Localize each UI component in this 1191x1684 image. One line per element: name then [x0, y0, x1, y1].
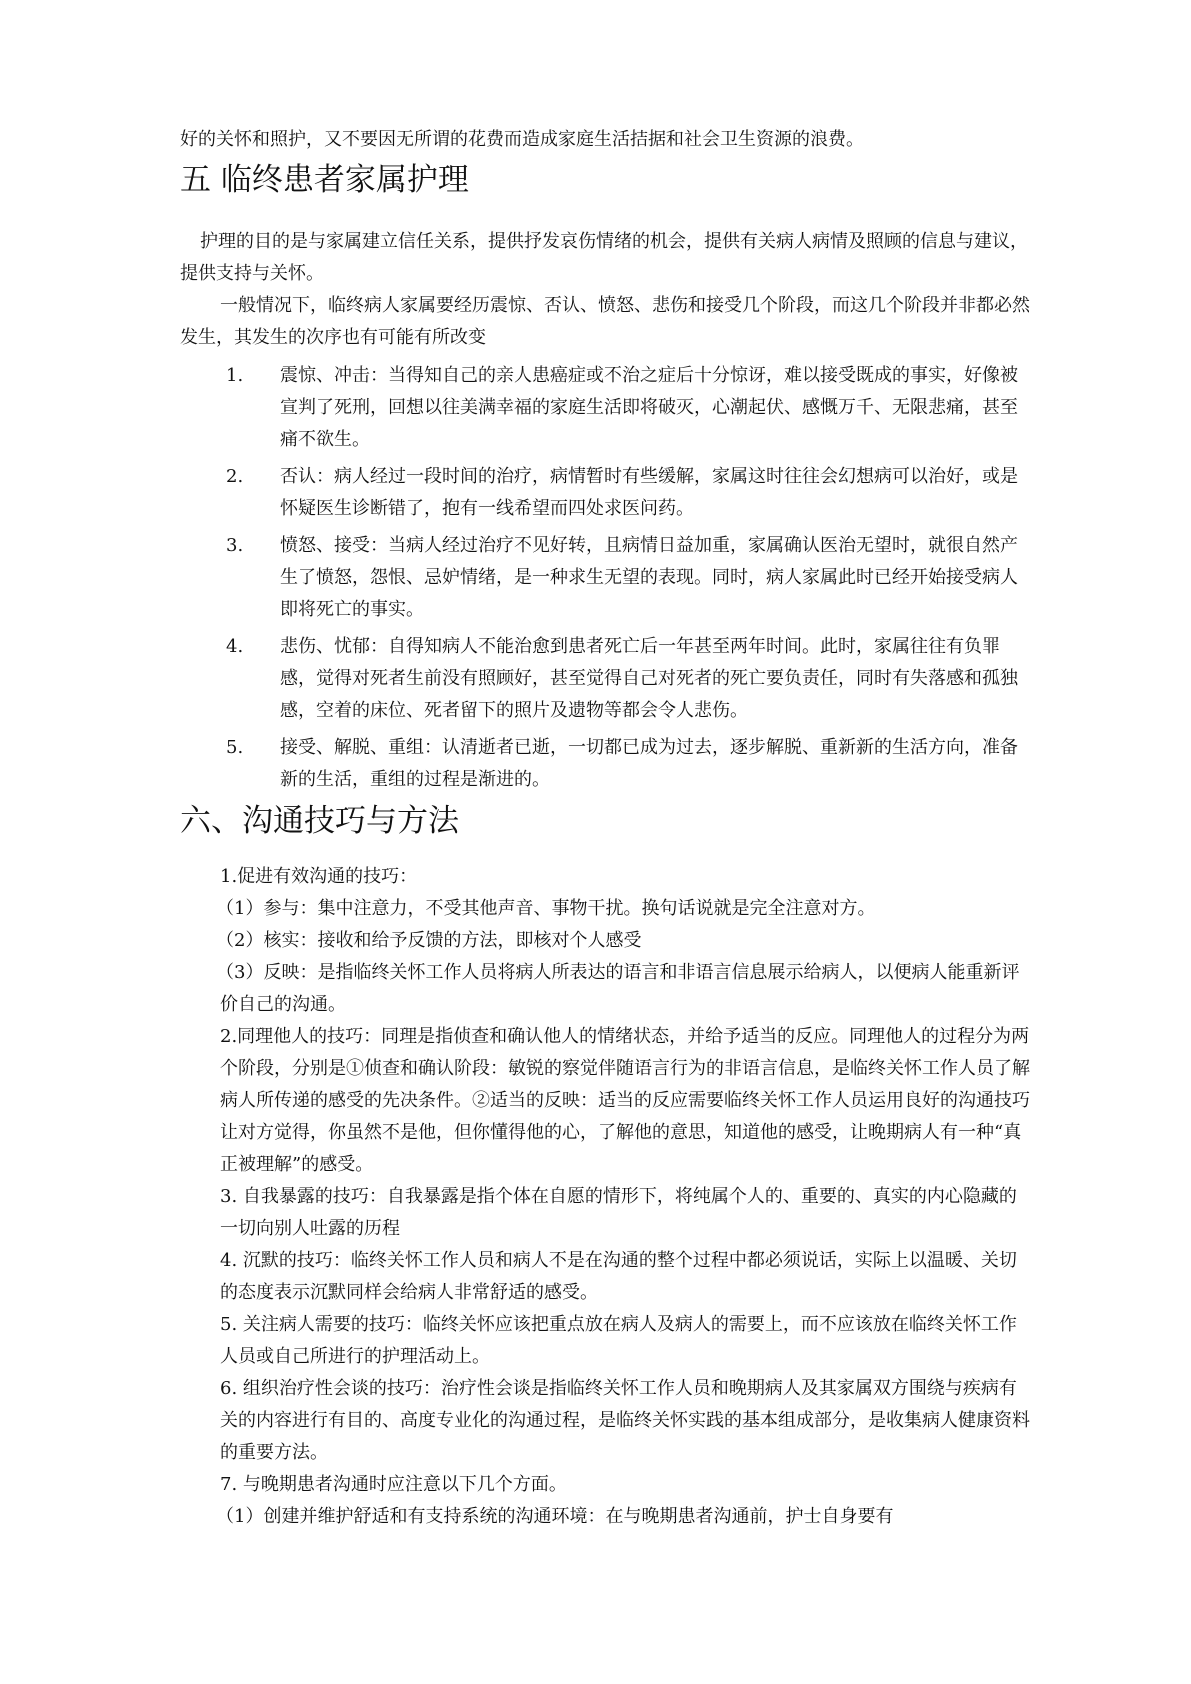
list-item-text: 愤怒、接受：当病人经过治疗不见好转，且病情日益加重，家属确认医治无望时，就很自然产生了愤怒，怨恨、忌妒情绪，是一种求生无望的表现。同时，病人家属此时已经开始接受病人即将死亡的事实。	[280, 535, 1018, 620]
section5-para1: 护理的目的是与家属建立信任关系，提供抒发哀伤情绪的机会，提供有关病人病情及照顾的信息与建议，提供支持与关怀。	[180, 231, 1028, 284]
section5-para2: 一般情况下，临终病人家属要经历震惊、否认、愤怒、悲伤和接受几个阶段，而这几个阶段并非都必然发生，其发生的次序也有可能有所改变	[180, 295, 1030, 348]
list-item	[180, 732, 1030, 796]
list-item-text: 悲伤、忧郁：自得知病人不能治愈到患者死亡后一年甚至两年时间。此时，家属往往有负罪感，觉得对死者生前没有照顾好，甚至觉得自己对死者的死亡要负责任，同时有失落感和孤独感，空着的床位、死者留下的照片及遗物等都会令人悲伤。	[280, 636, 1018, 721]
list-item-text: 震惊、冲击：当得知自己的亲人患癌症或不治之症后十分惊讶，难以接受既成的事实，好像被宣判了死刑，回想以往美满幸福的家庭生活即将破灭，心潮起伏、感慨万千、无限悲痛，甚至痛不欲生。	[280, 365, 1018, 450]
document-body	[180, 124, 1030, 1533]
list-item	[180, 530, 1030, 626]
section6-para: （1）创建并维护舒适和有支持系统的沟通环境：在与晚期患者沟通前，护士自身要有	[216, 1506, 894, 1527]
section6-heading: 六、沟通技巧与方法	[180, 803, 459, 839]
list-item-text: 否认：病人经过一段时间的治疗，病情暂时有些缓解，家属这时往往会幻想病可以治好，或是怀疑医生诊断错了，抱有一线希望而四处求医问药。	[280, 466, 1018, 519]
section6-para: 3. 自我暴露的技巧：自我暴露是指个体在自愿的情形下，将纯属个人的、重要的、真实的内心隐藏的一切向别人吐露的历程	[220, 1186, 1017, 1239]
list-item	[180, 461, 1030, 525]
section6-para: 5. 关注病人需要的技巧：临终关怀应该把重点放在病人及病人的需要上，而不应该放在临终关怀工作人员或自己所进行的护理活动上。	[220, 1314, 1017, 1367]
section6-body	[180, 861, 1030, 1533]
section5-heading: 五 临终患者家属护理	[180, 162, 469, 198]
section6-para: （2）核实：接收和给予反馈的方法，即核对个人感受	[216, 930, 642, 951]
section6-para: 2.同理他人的技巧：同理是指侦查和确认他人的情绪状态，并给予适当的反应。同理他人的过程分为两个阶段，分别是①侦查和确认阶段：敏锐的察觉伴随语言行为的非语言信息，是临终关怀工作人员了解病人所传递的感受的先决条件。②适当的反映：适当的反应需要临终关怀工作人员运用良好的沟通技巧让对方觉得，你虽然不是他，但你懂得他的心，了解他的意思，知道他的感受，让晚期病人有一种“真正被理解”的感受。	[220, 1026, 1030, 1175]
section6-para: 7. 与晚期患者沟通时应注意以下几个方面。	[220, 1474, 567, 1495]
list-item-number: 3.	[226, 535, 244, 556]
section6-para: 1.促进有效沟通的技巧：	[220, 866, 418, 887]
list-item-number: 4.	[226, 636, 244, 657]
list-item-number: 1.	[226, 365, 244, 386]
section6-para: （3）反映：是指临终关怀工作人员将病人所表达的语言和非语言信息展示给病人，以便病人能重新评价自己的沟通。	[216, 962, 1020, 1015]
list-item	[180, 360, 1030, 456]
stage-list	[180, 360, 1030, 796]
intro-line: 好的关怀和照护，又不要因无所谓的花费而造成家庭生活拮据和社会卫生资源的浪费。	[180, 129, 864, 150]
section6-para: （1）参与：集中注意力，不受其他声音、事物干扰。换句话说就是完全注意对方。	[216, 898, 876, 919]
section6-para: 6. 组织治疗性会谈的技巧：治疗性会谈是指临终关怀工作人员和晚期病人及其家属双方围绕与疾病有关的内容进行有目的、高度专业化的沟通过程，是临终关怀实践的基本组成部分，是收集病人健康资料的重要方法。	[220, 1378, 1030, 1463]
section6-para: 4. 沉默的技巧：临终关怀工作人员和病人不是在沟通的整个过程中都必须说话，实际上以温暖、关切的态度表示沉默同样会给病人非常舒适的感受。	[220, 1250, 1017, 1303]
list-item-number: 5.	[226, 737, 244, 758]
list-item-number: 2.	[226, 466, 244, 487]
list-item	[180, 631, 1030, 727]
list-item-text: 接受、解脱、重组：认清逝者已逝，一切都已成为过去，逐步解脱、重新新的生活方向，准备新的生活，重组的过程是渐进的。	[280, 737, 1018, 790]
